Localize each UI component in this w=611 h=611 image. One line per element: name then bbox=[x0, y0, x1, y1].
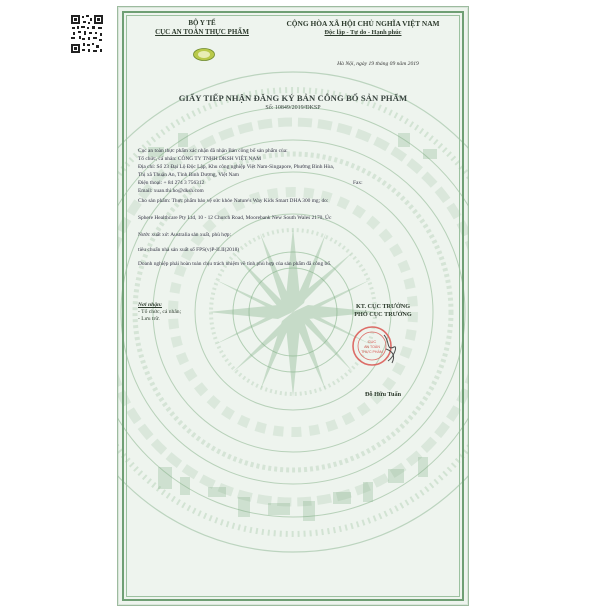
qr-code bbox=[70, 14, 104, 54]
origin-line: Nước xuất xứ: Australia sản xuất, phù hợp: bbox=[138, 232, 231, 238]
svg-text:THỰC PHẨM: THỰC PHẨM bbox=[361, 350, 383, 354]
address-line-2: Thị xã Thuận An, Tỉnh Bình Dương, Việt Nam bbox=[138, 172, 239, 178]
document-title: GIẤY TIẾP NHẬN ĐĂNG KÝ BẢN CÔNG BỐ SẢN PHẨM bbox=[178, 93, 408, 103]
organization-line: Tổ chức, cá nhân: CÔNG TY TNHH DKSH VIỆT NAM bbox=[138, 156, 261, 162]
recipients-block bbox=[138, 302, 181, 323]
issuer-header bbox=[138, 19, 266, 37]
ministry-name: BỘ Y TẾ bbox=[188, 19, 216, 27]
document-number: Số: 10849/2019/ĐKSP bbox=[265, 105, 321, 111]
email-line: Email: xuan.thi.ho@dksh.com bbox=[138, 188, 204, 194]
fax-line: Fax: bbox=[353, 180, 363, 186]
svg-text:AN TOÀN: AN TOÀN bbox=[364, 345, 380, 349]
producer-line: Sphere Healthcare Pty Ltd, 10 - 12 Church Road, Moorebank New South Wales 2170, Úc bbox=[138, 215, 332, 221]
signature-block bbox=[318, 303, 448, 319]
national-header bbox=[268, 19, 458, 37]
place-date: Hà Nội, ngày 19 tháng 09 năm 2019 bbox=[337, 61, 419, 67]
nation-name: CỘNG HÒA XÃ HỘI CHỦ NGHĨA VIỆT NAM bbox=[286, 19, 440, 28]
svg-text:CỤC: CỤC bbox=[367, 339, 377, 344]
official-red-stamp-icon bbox=[350, 321, 400, 371]
national-motto: Độc lập - Tự do - Hạnh phúc bbox=[324, 29, 402, 36]
address-line-1: Địa chỉ: Số 23 Đại Lộ Độc Lập, Khu công nghiệp Việt Nam-Singapore, Phường Bình Hòa, bbox=[138, 164, 335, 170]
signer-role-1: KT. CỤC TRƯỞNG bbox=[355, 303, 411, 310]
phone-line: Điện thoại: + 84 274 3 756312 bbox=[138, 180, 205, 186]
intro-line: Cục an toàn thực phẩm xác nhận đã nhận Bản công bố sản phẩm của: bbox=[138, 148, 288, 154]
agency-logo-icon bbox=[193, 48, 215, 61]
certificate-page bbox=[117, 6, 469, 606]
responsibility-line: Doanh nghiệp phải hoàn toàn chịu trách nhiệm về tính phù hợp của sản phẩm đã công bố. bbox=[138, 261, 332, 267]
standard-line: tiêu chuẩn nhà sản xuất số FPS(v)P-II.II(2018) bbox=[138, 247, 240, 253]
signer-role-2: PHÓ CỤC TRƯỞNG bbox=[354, 311, 412, 318]
recipient-item: - Tổ chức, cá nhân; bbox=[138, 309, 182, 315]
agency-name: CỤC AN TOÀN THỰC PHẨM bbox=[155, 28, 249, 36]
product-line: Cho sản phẩm: Thực phẩm bảo vệ sức khỏe Nature's Way Kids Smart DHA 300 mg; do: bbox=[138, 198, 329, 204]
signer-name: Đỗ Hữu Tuấn bbox=[364, 391, 402, 398]
recipients-heading: Nơi nhận: bbox=[138, 302, 162, 308]
recipient-item: - Lưu trữ. bbox=[138, 316, 160, 322]
